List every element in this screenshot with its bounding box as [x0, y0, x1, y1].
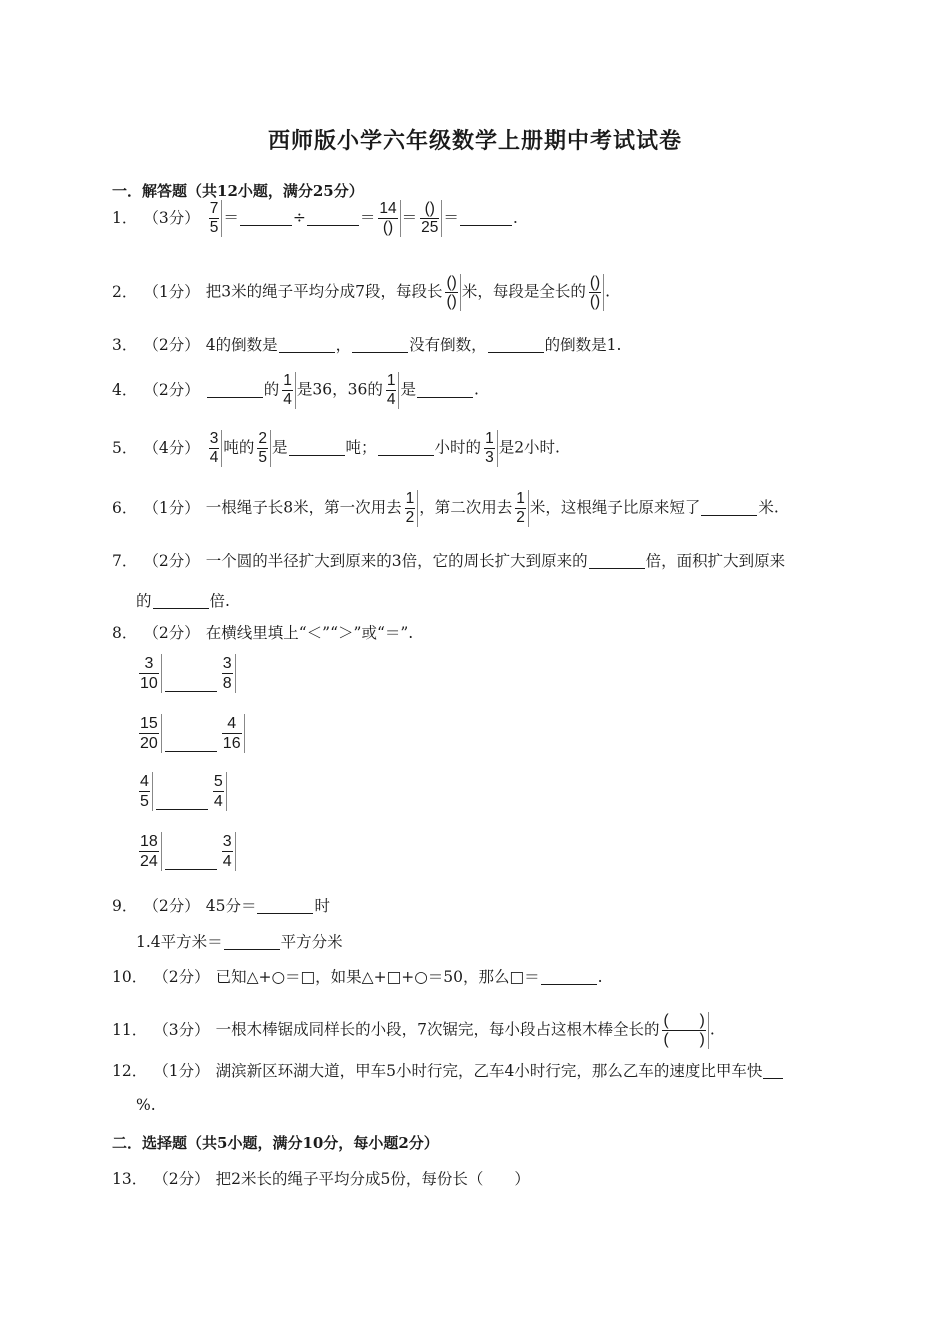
q7-cont: [136, 589, 230, 611]
question-text: %.: [136, 1096, 156, 1114]
question-text: ，: [335, 336, 352, 354]
question-text: 米.: [758, 498, 779, 517]
q12-cont: [136, 1096, 156, 1114]
fraction-numerator: 3: [222, 833, 232, 850]
question-6: [112, 490, 779, 527]
answer-blank[interactable]: [307, 209, 359, 226]
fraction: [384, 372, 400, 409]
question-text: .: [709, 1020, 715, 1039]
question-score: （1分）: [143, 282, 200, 301]
fraction-denominator: 5: [209, 219, 219, 236]
question-number: 10．: [112, 968, 148, 986]
question-number: 13．: [112, 1170, 148, 1188]
question-5: [112, 430, 560, 467]
fraction-denominator: 5: [258, 449, 268, 466]
q9-cont: [136, 930, 343, 952]
question-number: 9．: [112, 897, 138, 915]
fraction: [207, 430, 223, 467]
question-text: 45分＝: [205, 897, 257, 915]
section-heading-2: 二．选择题（共5小题，满分10分，每小题2分）: [112, 1134, 439, 1152]
answer-blank[interactable]: [589, 552, 645, 569]
question-number: 11．: [112, 1020, 148, 1039]
question-text: ．: [512, 208, 529, 227]
question-score: （4分）: [143, 438, 200, 457]
fraction-denominator: 4: [222, 853, 232, 870]
fraction-denominator: 16: [222, 735, 241, 752]
comparison-item-4: [136, 832, 237, 871]
question-text: 是36，36的: [296, 380, 383, 399]
question-text: 吨；: [345, 438, 377, 457]
question-text: .: [597, 968, 603, 986]
fraction-denominator: (): [446, 293, 457, 310]
question-text: ＝: [401, 208, 418, 227]
question-9: [112, 895, 330, 917]
exam-title: 西师版小学六年级数学上册期中考试试卷: [267, 128, 682, 154]
comparison-blank[interactable]: [165, 691, 217, 692]
fraction-numerator: 18: [140, 833, 158, 850]
fraction-denominator: 4: [283, 391, 292, 408]
question-text: ，第二次用去: [419, 498, 513, 517]
fraction: [587, 274, 604, 311]
fraction-numerator: 3: [144, 655, 154, 672]
question-number: 5．: [112, 438, 138, 457]
fraction: [660, 1012, 708, 1049]
question-score: （1分）: [143, 498, 200, 517]
comparison-blank[interactable]: [165, 751, 217, 752]
question-text: ÷: [292, 208, 306, 227]
fraction-numerator: 2: [258, 430, 268, 447]
question-text: 已知△+○＝□，如果△+□+○＝50，那么□＝: [215, 968, 540, 986]
question-score: （1分）: [153, 1062, 210, 1080]
question-score: （2分）: [143, 380, 200, 399]
question-text: 在横线里填上“＜”“＞”或“＝”.: [205, 624, 414, 642]
question-score: （3分）: [143, 208, 200, 227]
fraction-denominator: 8: [222, 675, 232, 692]
question-number: 3．: [112, 336, 138, 354]
question-text: 的: [136, 592, 152, 610]
question-text: 的: [263, 380, 280, 399]
question-7: [112, 550, 785, 572]
question-text: 是: [272, 438, 288, 457]
fraction-numerator: 4: [140, 773, 149, 790]
comparison-item-2: [136, 714, 246, 753]
fraction: [137, 714, 162, 753]
fraction: [280, 372, 296, 409]
question-text: 把2米长的绳子平均分成5份，每份长（ ）: [215, 1170, 530, 1188]
fraction-denominator: ( ): [663, 1031, 705, 1048]
answer-blank[interactable]: [224, 933, 280, 950]
question-text: 一根绳子长8米，第一次用去: [205, 498, 402, 517]
fraction: [137, 772, 153, 811]
answer-blank[interactable]: [541, 968, 597, 985]
question-text: 湖滨新区环湖大道，甲车5小时行完，乙车4小时行完，那么乙车的速度比甲车快: [215, 1062, 763, 1080]
answer-blank[interactable]: [488, 336, 544, 353]
section-heading-1: 一．解答题（共12小题，满分25分）: [112, 182, 364, 200]
fraction-denominator: (): [589, 293, 601, 310]
fraction-numerator: 1: [405, 490, 415, 507]
fraction: [443, 274, 460, 311]
comparison-blank[interactable]: [165, 869, 217, 870]
answer-blank[interactable]: [352, 336, 408, 353]
fraction: [376, 200, 400, 237]
answer-blank[interactable]: [763, 1062, 783, 1079]
fraction-denominator: 20: [140, 735, 158, 752]
fraction: [220, 832, 236, 871]
fraction-numerator: 3: [209, 430, 219, 447]
fraction: [255, 430, 271, 467]
question-score: （2分）: [143, 897, 200, 915]
question-text: ＝: [443, 208, 459, 227]
fraction-numerator: 7: [209, 200, 219, 217]
question-text: 平方分米: [280, 933, 343, 951]
question-4: [112, 372, 479, 409]
question-number: 7．: [112, 552, 138, 570]
fraction-denominator: 4: [213, 793, 223, 810]
question-score: （2分）: [143, 624, 200, 642]
fraction-denominator: 10: [140, 675, 158, 692]
question-text: 把3米的绳子平均分成7段，每段长: [205, 282, 443, 301]
fraction-numerator: (): [589, 274, 601, 291]
fraction-denominator: 5: [140, 793, 149, 810]
question-text: 米，这根绳子比原来短了: [529, 498, 701, 517]
fraction: [207, 200, 223, 237]
fraction-numerator: 15: [140, 715, 158, 732]
fraction: [211, 772, 227, 811]
fraction: [220, 714, 245, 753]
comparison-item-3: [136, 772, 228, 811]
question-text: .: [473, 380, 479, 399]
fraction-denominator: 4: [209, 449, 219, 466]
answer-blank[interactable]: [257, 897, 313, 914]
question-number: 4．: [112, 380, 138, 399]
question-13: [112, 1168, 530, 1190]
fraction: [513, 490, 529, 527]
question-number: 2．: [112, 282, 138, 301]
question-text: 倍，面积扩大到原来: [645, 552, 786, 570]
fraction-denominator: 2: [516, 509, 525, 526]
fraction-numerator: 1: [516, 490, 525, 507]
question-10: [112, 966, 603, 988]
fraction-numerator: (): [446, 274, 457, 291]
answer-blank[interactable]: [460, 209, 512, 226]
question-text: .: [605, 282, 611, 301]
question-1: [112, 200, 528, 237]
answer-blank[interactable]: [240, 209, 292, 226]
question-text: 时: [314, 897, 330, 915]
question-text: 一个圆的半径扩大到原来的3倍，它的周长扩大到原来的: [205, 552, 588, 570]
answer-blank[interactable]: [701, 499, 757, 516]
question-score: （2分）: [143, 552, 200, 570]
fraction-denominator: 3: [485, 449, 494, 466]
question-text: 的倒数是1.: [544, 336, 622, 354]
question-score: （2分）: [143, 336, 200, 354]
comparison-blank[interactable]: [156, 809, 208, 810]
fraction-numerator: 5: [213, 773, 223, 790]
fraction-numerator: 1: [485, 430, 494, 447]
fraction-denominator: 25: [421, 219, 439, 236]
fraction: [137, 654, 162, 693]
answer-blank[interactable]: [417, 381, 473, 398]
fraction-numerator: 3: [222, 655, 232, 672]
question-12: [112, 1060, 784, 1082]
question-text: 是2小时.: [498, 438, 560, 457]
question-11: [112, 1012, 715, 1049]
fraction-numerator: 1: [386, 372, 396, 389]
question-text: 倍.: [209, 592, 230, 610]
question-text: 吨的: [223, 438, 255, 457]
question-text: 4的倒数是: [205, 336, 278, 354]
fraction: [418, 200, 442, 237]
fraction-numerator: 1: [283, 372, 292, 389]
question-number: 1．: [112, 208, 138, 227]
fraction-numerator: (): [424, 200, 435, 217]
question-number: 6．: [112, 498, 138, 517]
question-2: [112, 274, 610, 311]
fraction-denominator: 4: [386, 391, 396, 408]
answer-blank[interactable]: [207, 381, 263, 398]
question-8: [112, 622, 413, 644]
fraction-denominator: 2: [405, 509, 415, 526]
question-score: （3分）: [153, 1020, 210, 1039]
fraction-denominator: (): [382, 219, 394, 236]
question-text: 1.4平方米＝: [136, 933, 223, 951]
fraction-numerator: ( ): [663, 1012, 705, 1029]
fraction: [482, 430, 498, 467]
question-number: 8．: [112, 624, 138, 642]
question-text: ＝: [359, 208, 376, 227]
question-text: 没有倒数，: [409, 336, 487, 354]
answer-blank[interactable]: [378, 439, 434, 456]
question-3: [112, 334, 621, 356]
answer-blank[interactable]: [153, 592, 209, 609]
fraction: [403, 490, 419, 527]
fraction-numerator: 14: [379, 200, 397, 217]
question-text: 米，每段是全长的: [461, 282, 586, 301]
question-score: （2分）: [153, 1170, 210, 1188]
question-number: 12．: [112, 1062, 148, 1080]
comparison-item-1: [136, 654, 237, 693]
fraction: [137, 832, 162, 871]
fraction-denominator: 24: [140, 853, 158, 870]
fraction: [220, 654, 236, 693]
question-text: 一根木棒锯成同样长的小段，7次锯完，每小段占这根木棒全长的: [215, 1020, 660, 1039]
question-text: 小时的: [434, 438, 482, 457]
fraction-numerator: 4: [227, 715, 237, 732]
question-score: （2分）: [153, 968, 210, 986]
answer-blank[interactable]: [289, 439, 345, 456]
answer-blank[interactable]: [279, 336, 335, 353]
question-text: 是: [400, 380, 416, 399]
question-text: ＝: [223, 208, 239, 227]
